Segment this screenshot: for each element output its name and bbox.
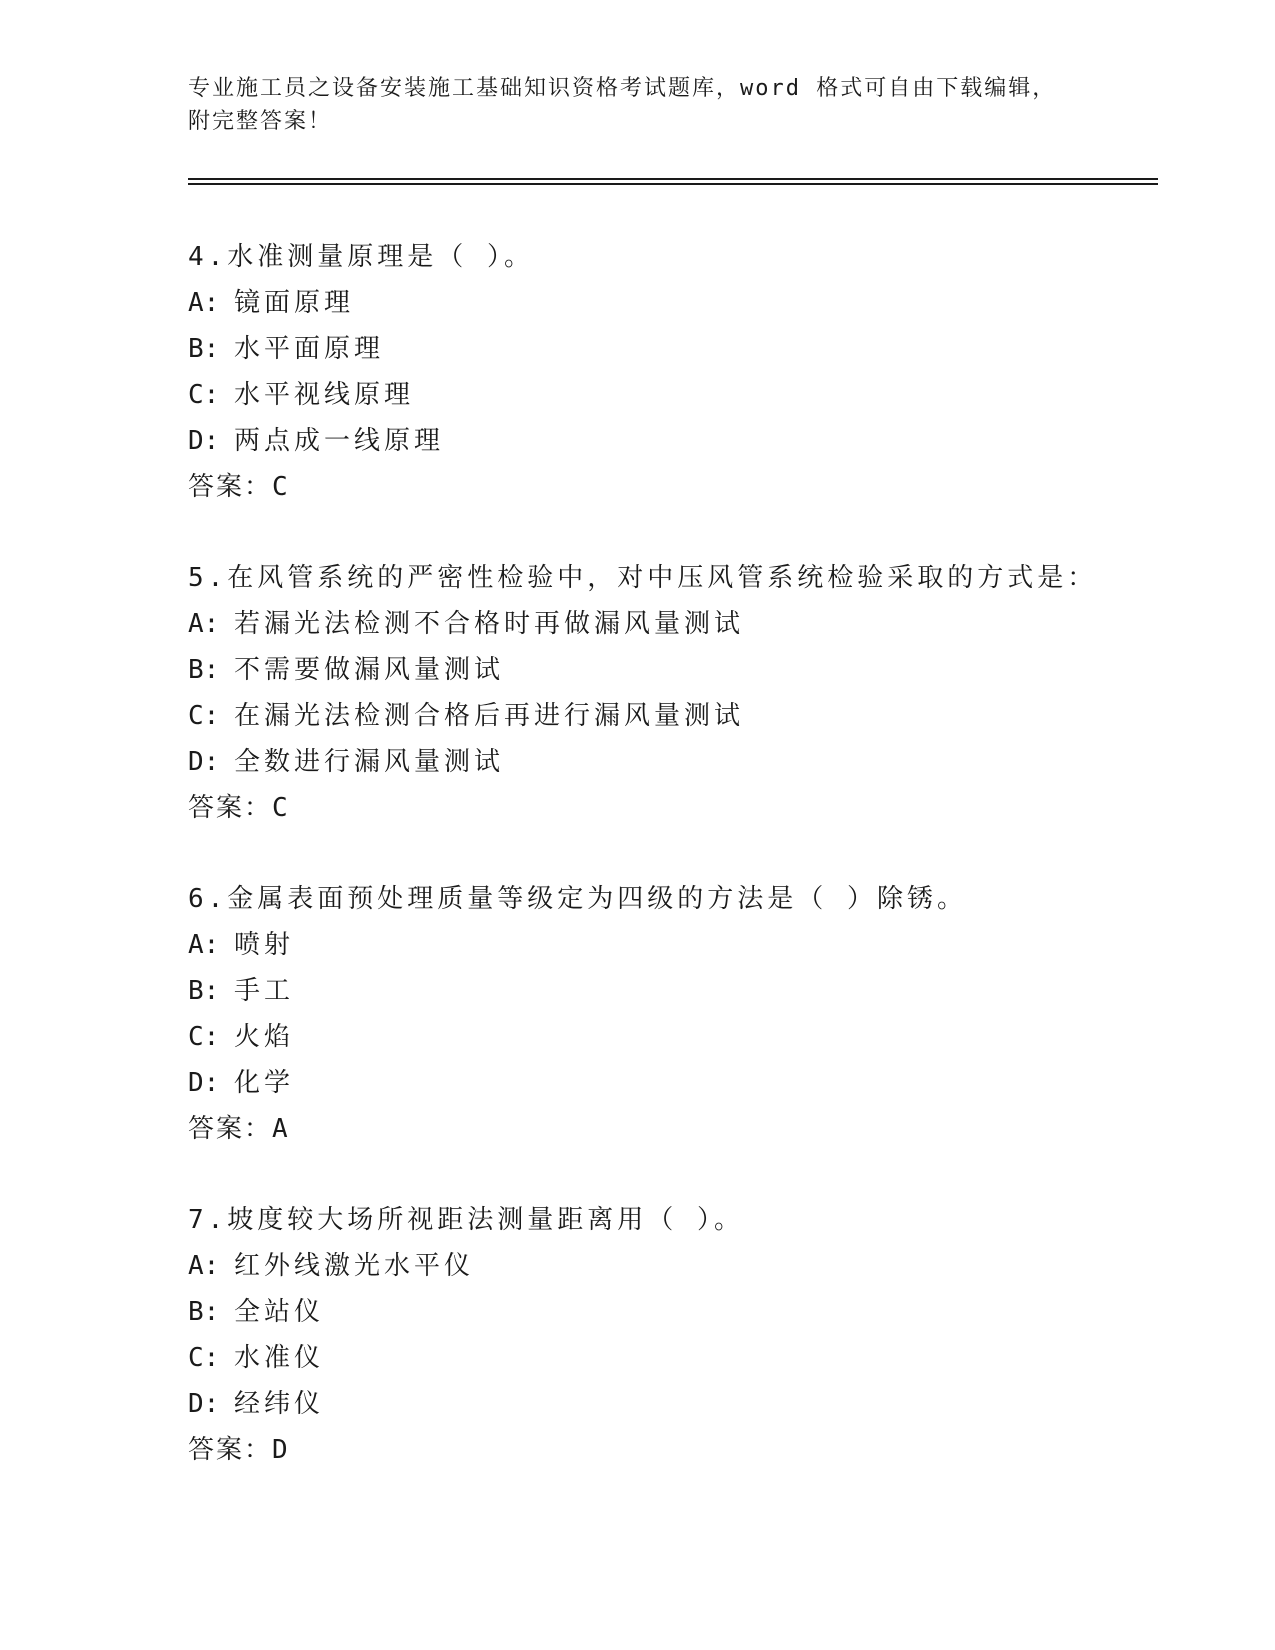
option-letter: D: bbox=[188, 1068, 220, 1098]
option-d bbox=[188, 1381, 1188, 1427]
option-text: 若漏光法检测不合格时再做漏风量测试 bbox=[234, 609, 745, 639]
option-letter: D: bbox=[188, 1389, 220, 1419]
option-letter: C: bbox=[188, 701, 220, 731]
option-a bbox=[188, 1243, 1188, 1289]
option-letter: A: bbox=[188, 930, 220, 960]
option-letter: B: bbox=[188, 334, 220, 364]
option-text: 镜面原理 bbox=[234, 288, 355, 318]
option-d bbox=[188, 739, 1188, 785]
option-c bbox=[188, 1335, 1188, 1381]
answer-line bbox=[188, 1427, 1188, 1473]
question-block bbox=[188, 1197, 1188, 1473]
option-text: 全数进行漏风量测试 bbox=[234, 747, 505, 777]
option-text: 在漏光法检测合格后再进行漏风量测试 bbox=[234, 701, 745, 731]
answer-value: C bbox=[272, 793, 290, 823]
question-stem: 7.坡度较大场所视距法测量距离用（ ）。 bbox=[188, 1205, 744, 1235]
question-block bbox=[188, 876, 1188, 1152]
option-letter: A: bbox=[188, 609, 220, 639]
question-stem: 4.水准测量原理是（ ）。 bbox=[188, 242, 534, 272]
option-text: 两点成一线原理 bbox=[234, 426, 445, 456]
option-text: 红外线激光水平仪 bbox=[234, 1251, 475, 1281]
option-letter: C: bbox=[188, 1343, 220, 1373]
option-c bbox=[188, 693, 1188, 739]
option-text: 经纬仪 bbox=[234, 1389, 325, 1419]
option-b bbox=[188, 1289, 1188, 1335]
answer-line bbox=[188, 785, 1188, 831]
answer-line bbox=[188, 464, 1188, 510]
answer-value: A bbox=[272, 1114, 290, 1144]
option-letter: B: bbox=[188, 976, 220, 1006]
option-letter: A: bbox=[188, 1251, 220, 1281]
option-b bbox=[188, 326, 1188, 372]
option-letter: B: bbox=[188, 655, 220, 685]
question-block bbox=[188, 234, 1188, 510]
header-line-2: 附完整答案！ bbox=[188, 109, 333, 134]
option-text: 喷射 bbox=[234, 930, 295, 960]
option-text: 不需要做漏风量测试 bbox=[234, 655, 505, 685]
answer-label: 答案： bbox=[188, 793, 273, 823]
option-letter: C: bbox=[188, 1022, 220, 1052]
option-letter: D: bbox=[188, 747, 220, 777]
answer-line bbox=[188, 1106, 1188, 1152]
option-text: 化学 bbox=[234, 1068, 295, 1098]
question-stem: 5.在风管系统的严密性检验中，对中压风管系统检验采取的方式是： bbox=[188, 563, 1098, 593]
option-text: 水平视线原理 bbox=[234, 380, 415, 410]
option-c bbox=[188, 372, 1188, 418]
option-text: 水平面原理 bbox=[234, 334, 385, 364]
document-header bbox=[188, 72, 1088, 138]
option-text: 全站仪 bbox=[234, 1297, 325, 1327]
option-letter: A: bbox=[188, 288, 220, 318]
option-d bbox=[188, 418, 1188, 464]
answer-label: 答案： bbox=[188, 472, 273, 502]
option-text: 火焰 bbox=[234, 1022, 295, 1052]
option-text: 手工 bbox=[234, 976, 295, 1006]
option-letter: C: bbox=[188, 380, 220, 410]
answer-value: C bbox=[272, 472, 290, 502]
header-divider-bottom bbox=[188, 183, 1158, 185]
option-c bbox=[188, 1014, 1188, 1060]
option-a bbox=[188, 922, 1188, 968]
answer-label: 答案： bbox=[188, 1114, 273, 1144]
option-letter: B: bbox=[188, 1297, 220, 1327]
option-letter: D: bbox=[188, 426, 220, 456]
answer-label: 答案： bbox=[188, 1435, 273, 1465]
option-b bbox=[188, 647, 1188, 693]
option-d bbox=[188, 1060, 1188, 1106]
header-divider-top bbox=[188, 178, 1158, 180]
question-stem: 6.金属表面预处理质量等级定为四级的方法是（ ）除锈。 bbox=[188, 884, 967, 914]
header-line-1: 专业施工员之设备安装施工基础知识资格考试题库，word 格式可自由下载编辑， bbox=[188, 76, 1057, 101]
option-b bbox=[188, 968, 1188, 1014]
question-block bbox=[188, 555, 1188, 831]
option-a bbox=[188, 601, 1188, 647]
answer-value: D bbox=[272, 1435, 290, 1465]
option-text: 水准仪 bbox=[234, 1343, 325, 1373]
option-a bbox=[188, 280, 1188, 326]
